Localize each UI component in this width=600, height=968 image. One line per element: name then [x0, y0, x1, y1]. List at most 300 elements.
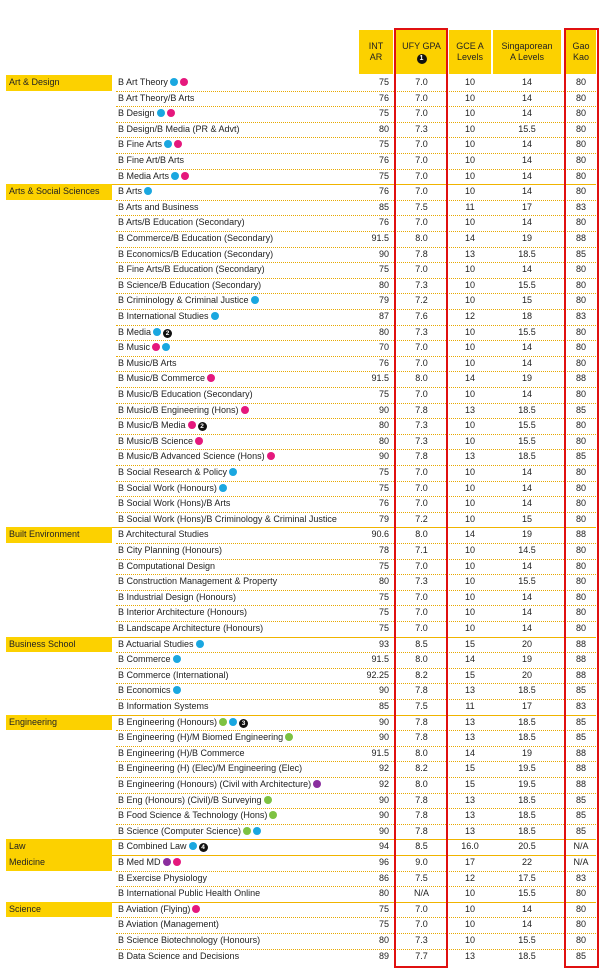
program-cell	[116, 855, 359, 871]
faculty-label: Built Environment	[6, 527, 112, 543]
int-ar-cell: 91.5	[371, 373, 389, 384]
ufy-gpa-cell: 7.3	[415, 435, 428, 446]
program-cell	[116, 652, 359, 668]
gao-kao-cell: 83	[575, 872, 586, 883]
program-name: B Computational Design	[118, 560, 216, 571]
table-row	[0, 590, 600, 606]
sg-cell: 14	[521, 591, 532, 602]
program-cell	[116, 278, 359, 294]
program-name: B International Studies	[118, 311, 209, 321]
gao-kao-cell: 80	[575, 545, 586, 555]
gao-kao-cell: 80	[575, 389, 586, 399]
gce-cell: 13	[464, 810, 475, 821]
gao-kao-cell: 85	[575, 451, 586, 462]
ufy-gpa-cell: 7.0	[415, 108, 428, 119]
table-row	[0, 512, 600, 528]
gao-kao-cell: 88	[575, 373, 586, 384]
int-ar-cell: 80	[378, 123, 389, 134]
int-ar-cell: 92	[378, 779, 389, 789]
blue-dot-icon	[164, 140, 172, 148]
ufy-gpa-cell: 7.7	[415, 950, 428, 961]
program-name: B Art Theory	[118, 77, 168, 87]
sg-cell: 15.5	[518, 935, 536, 945]
table-row	[0, 527, 600, 543]
int-ar-cell: 90	[378, 248, 389, 259]
int-ar-cell: 85	[378, 701, 389, 711]
gce-cell: 13	[464, 404, 475, 415]
gao-kao-cell: N/A	[573, 857, 589, 867]
sg-cell: 19.5	[518, 763, 536, 774]
program-cell	[116, 91, 359, 107]
gao-kao-cell: 80	[575, 467, 586, 477]
program-cell	[116, 122, 359, 138]
table-row	[0, 91, 600, 107]
green-dot-icon	[264, 796, 272, 804]
header-gce-a-levels: GCE A Levels	[449, 30, 491, 74]
sg-cell: 15	[521, 295, 532, 306]
table-row	[0, 418, 600, 434]
header-singaporean-a-levels: Singaporean A Levels	[493, 30, 561, 74]
sg-cell: 14	[521, 482, 532, 493]
gce-cell: 13	[464, 732, 475, 743]
ufy-gpa-cell: 7.0	[415, 170, 428, 181]
table-row	[0, 75, 600, 91]
gao-kao-cell: 80	[575, 92, 586, 103]
gao-kao-cell: 80	[575, 435, 586, 446]
gao-kao-cell: 85	[575, 825, 586, 836]
sg-cell: 19	[521, 233, 532, 243]
program-cell	[116, 137, 359, 153]
program-name: B Engineering (H)/M Biomed Engineering	[118, 732, 284, 743]
sg-cell: 14	[521, 357, 532, 368]
int-ar-cell: 90	[378, 810, 389, 821]
sg-cell: 19.5	[518, 779, 536, 789]
ufy-gpa-cell: 7.8	[415, 794, 428, 805]
note-marker: 2	[198, 422, 207, 431]
sg-cell: 18.5	[518, 451, 536, 462]
ufy-gpa-cell: 7.0	[415, 482, 428, 493]
sg-cell: 17	[521, 701, 532, 711]
ufy-gpa-cell: 7.3	[415, 279, 428, 290]
ufy-gpa-cell: 7.1	[415, 545, 428, 555]
int-ar-cell: 80	[378, 420, 389, 431]
int-ar-cell: 94	[378, 841, 389, 852]
ufy-gpa-cell: 7.3	[415, 123, 428, 134]
faculty-label: Business School	[6, 637, 112, 653]
gce-cell: 10	[464, 545, 475, 555]
table-row	[0, 559, 600, 575]
int-ar-cell: 75	[378, 607, 389, 618]
int-ar-cell: 90.6	[371, 529, 389, 540]
ufy-gpa-cell: 7.8	[415, 685, 428, 696]
int-ar-cell: 90	[378, 825, 389, 836]
program-cell	[116, 917, 359, 933]
sg-cell: 18.5	[518, 810, 536, 821]
int-ar-cell: 93	[378, 638, 389, 649]
program-name: B Science (Computer Science)	[118, 825, 242, 836]
program-cell	[116, 153, 359, 169]
gao-kao-cell: 85	[575, 404, 586, 415]
sg-cell: 14	[521, 342, 532, 353]
gce-cell: 10	[464, 139, 475, 150]
gao-kao-cell: 80	[575, 170, 586, 181]
program-name: B Arts and Business	[118, 201, 199, 212]
program-cell	[116, 293, 359, 309]
note-marker: 2	[163, 329, 172, 338]
program-cell	[116, 793, 359, 809]
int-ar-cell: 75	[378, 919, 389, 930]
sg-cell: 14	[521, 389, 532, 399]
gao-kao-cell: 80	[575, 123, 586, 134]
gce-cell: 11	[465, 701, 475, 711]
table-row	[0, 683, 600, 699]
table-row	[0, 886, 600, 902]
sg-cell: 14	[521, 108, 532, 119]
program-name: B Combined Law	[118, 841, 187, 852]
sg-cell: 18.5	[518, 794, 536, 805]
gce-cell: 10	[464, 467, 475, 477]
blue-dot-icon	[153, 328, 161, 336]
table-row	[0, 917, 600, 933]
gce-cell: 10	[464, 919, 475, 930]
program-cell	[116, 886, 359, 902]
sg-cell: 17	[521, 201, 532, 212]
program-name: B Music/B Education (Secondary)	[118, 389, 253, 399]
sg-cell: 18.5	[518, 716, 536, 727]
gao-kao-cell: 80	[575, 498, 586, 509]
gce-cell: 10	[464, 279, 475, 290]
program-name: B Aviation (Flying)	[118, 903, 191, 914]
gce-cell: 10	[464, 186, 475, 197]
table-row	[0, 262, 600, 278]
gce-cell: 13	[464, 685, 475, 696]
program-name: B Fine Arts	[118, 139, 163, 150]
note-marker: 3	[239, 719, 248, 728]
blue-dot-icon	[170, 78, 178, 86]
int-ar-cell: 75	[378, 467, 389, 477]
sg-cell: 18.5	[518, 404, 536, 415]
ufy-gpa-cell: 7.0	[415, 607, 428, 618]
gao-kao-cell: 80	[575, 77, 586, 87]
program-cell	[116, 309, 359, 325]
gao-kao-cell: 80	[575, 903, 586, 914]
program-cell	[116, 106, 359, 122]
table-row	[0, 200, 600, 216]
program-name: B Construction Management & Property	[118, 576, 278, 587]
table-row	[0, 247, 600, 263]
table-row	[0, 808, 600, 824]
program-name: B Music/B Advanced Science (Hons)	[118, 451, 265, 462]
program-name: B Food Science & Technology (Hons)	[118, 810, 268, 821]
table-row	[0, 231, 600, 247]
pink-dot-icon	[192, 905, 200, 913]
table-row	[0, 309, 600, 325]
table-row	[0, 184, 600, 200]
sg-cell: 14	[521, 467, 532, 477]
gce-cell: 12	[464, 311, 475, 321]
program-cell	[116, 839, 359, 855]
program-name: B Information Systems	[118, 701, 209, 711]
ufy-gpa-cell: 7.0	[415, 903, 428, 914]
sg-cell: 14	[521, 607, 532, 618]
ufy-gpa-cell: 7.8	[415, 825, 428, 836]
table-row	[0, 387, 600, 403]
gce-cell: 10	[464, 498, 475, 509]
int-ar-cell: 75	[378, 482, 389, 493]
ufy-gpa-cell: 7.0	[415, 623, 428, 633]
program-name: B Economics	[118, 685, 171, 696]
table-row	[0, 871, 600, 887]
program-name: B Architectural Studies	[118, 529, 209, 540]
note-marker-1: 1	[417, 54, 427, 64]
program-name: B Industrial Design (Honours)	[118, 591, 237, 602]
gao-kao-cell: 88	[575, 654, 586, 665]
program-name: B Landscape Architecture (Honours)	[118, 623, 264, 633]
program-cell	[116, 387, 359, 403]
int-ar-cell: 76	[378, 186, 389, 197]
sg-cell: 18.5	[518, 685, 536, 696]
table-row	[0, 153, 600, 169]
int-ar-cell: 90	[378, 451, 389, 462]
header-int-ar: INT AR	[359, 30, 393, 74]
table-row	[0, 637, 600, 653]
gce-cell: 14	[464, 529, 475, 540]
table-row	[0, 496, 600, 512]
ufy-gpa-cell: 7.0	[415, 389, 428, 399]
int-ar-cell: 80	[378, 935, 389, 945]
program-name: B Arts/B Education (Secondary)	[118, 217, 245, 228]
gao-kao-cell: 80	[575, 295, 586, 306]
int-ar-cell: 70	[378, 342, 389, 353]
gao-kao-cell: 85	[575, 732, 586, 743]
program-name: B City Planning (Honours)	[118, 545, 223, 555]
program-cell	[116, 808, 359, 824]
ufy-gpa-cell: 7.8	[415, 404, 428, 415]
table-row	[0, 340, 600, 356]
sg-cell: 15.5	[518, 576, 536, 587]
gce-cell: 13	[464, 825, 475, 836]
int-ar-cell: 80	[378, 435, 389, 446]
int-ar-cell: 91.5	[371, 654, 389, 665]
program-name: B Science Biotechnology (Honours)	[118, 935, 261, 945]
gce-cell: 12	[464, 872, 475, 883]
gce-cell: 15	[464, 638, 475, 649]
ufy-gpa-cell: 7.0	[415, 155, 428, 165]
gce-cell: 15	[464, 779, 475, 789]
gao-kao-cell: 85	[575, 794, 586, 805]
gce-cell: 10	[464, 295, 475, 306]
program-name: B International Public Health Online	[118, 888, 261, 899]
int-ar-cell: 75	[378, 264, 389, 275]
ufy-gpa-cell: 8.0	[415, 373, 428, 384]
table-row	[0, 902, 600, 918]
gce-cell: 10	[464, 77, 475, 87]
sg-cell: 18.5	[518, 950, 536, 961]
int-ar-cell: 75	[378, 623, 389, 633]
int-ar-cell: 90	[378, 685, 389, 696]
program-name: B Social Work (Honours)	[118, 482, 217, 493]
gce-cell: 14	[464, 747, 475, 758]
table-row	[0, 730, 600, 746]
program-name: B Fine Arts/B Education (Secondary)	[118, 264, 265, 275]
blue-dot-icon	[229, 468, 237, 476]
int-ar-cell: 80	[378, 576, 389, 587]
blue-dot-icon	[173, 686, 181, 694]
program-name: B Arts	[118, 186, 143, 197]
table-row	[0, 605, 600, 621]
gao-kao-cell: 88	[575, 529, 586, 540]
gce-cell: 10	[464, 560, 475, 571]
sg-cell: 14	[521, 92, 532, 103]
table-row	[0, 434, 600, 450]
program-cell	[116, 481, 359, 497]
gao-kao-cell: 88	[575, 779, 586, 789]
ufy-gpa-cell: 8.0	[415, 529, 428, 540]
program-name: B Music/B Media	[118, 420, 186, 431]
program-name: B Music/B Engineering (Hons)	[118, 404, 239, 415]
program-name: B Med MD	[118, 857, 161, 867]
program-cell	[116, 465, 359, 481]
int-ar-cell: 89	[378, 950, 389, 961]
program-name: B Music/B Science	[118, 435, 194, 446]
pink-dot-icon	[167, 109, 175, 117]
program-name: B Art Theory/B Arts	[118, 92, 195, 103]
table-row	[0, 839, 600, 855]
program-cell	[116, 715, 359, 731]
program-cell	[116, 949, 359, 965]
sg-cell: 20	[521, 638, 532, 649]
gce-cell: 10	[464, 513, 475, 524]
ufy-gpa-cell: 7.0	[415, 139, 428, 150]
int-ar-cell: 80	[378, 279, 389, 290]
program-name: B Music/B Commerce	[118, 373, 206, 384]
program-cell	[116, 761, 359, 777]
ufy-gpa-cell: 7.3	[415, 326, 428, 337]
gce-cell: 14	[464, 233, 475, 243]
faculty-label: Arts & Social Sciences	[6, 184, 112, 200]
ufy-gpa-cell: 7.8	[415, 248, 428, 259]
gce-cell: 10	[464, 108, 475, 119]
sg-cell: 15.5	[518, 326, 536, 337]
int-ar-cell: 96	[378, 857, 389, 867]
sg-cell: 18.5	[518, 732, 536, 743]
ufy-gpa-cell: 7.5	[415, 872, 428, 883]
program-name: B Engineering (Honours)	[118, 716, 218, 727]
program-name: B Music	[118, 342, 151, 353]
gce-cell: 10	[464, 888, 475, 899]
program-cell	[116, 730, 359, 746]
program-name: B Engineering (H) (Elec)/M Engineering (Elec)	[118, 763, 303, 774]
int-ar-cell: 92.25	[366, 669, 389, 680]
program-name: B Music/B Arts	[118, 357, 177, 368]
sg-cell: 15.5	[518, 420, 536, 431]
program-cell	[116, 169, 359, 185]
ufy-gpa-cell: 7.0	[415, 591, 428, 602]
pink-dot-icon	[188, 421, 196, 429]
blue-dot-icon	[189, 842, 197, 850]
sg-cell: 14	[521, 155, 532, 165]
gce-cell: 14	[464, 373, 475, 384]
gce-cell: 10	[464, 935, 475, 945]
ufy-gpa-cell: 7.6	[415, 311, 428, 321]
sg-cell: 19	[521, 654, 532, 665]
int-ar-cell: 76	[378, 217, 389, 228]
ufy-gpa-cell: 7.0	[415, 919, 428, 930]
program-cell	[116, 356, 359, 372]
program-name: B Interior Architecture (Honours)	[118, 607, 248, 618]
program-cell	[116, 496, 359, 512]
gao-kao-cell: 80	[575, 935, 586, 945]
int-ar-cell: 90	[378, 732, 389, 743]
program-name: B Social Work (Hons)/B Arts	[118, 498, 231, 509]
purple-dot-icon	[313, 780, 321, 788]
gce-cell: 13	[464, 950, 475, 961]
table-row	[0, 122, 600, 138]
blue-dot-icon	[251, 296, 259, 304]
int-ar-cell: 75	[378, 77, 389, 87]
program-name: B Actuarial Studies	[118, 638, 194, 649]
sg-cell: 14	[521, 186, 532, 197]
program-name: B Data Science and Decisions	[118, 950, 240, 961]
sg-cell: 15.5	[518, 279, 536, 290]
int-ar-cell: 91.5	[371, 233, 389, 243]
program-cell	[116, 871, 359, 887]
pink-dot-icon	[174, 140, 182, 148]
pink-dot-icon	[180, 78, 188, 86]
int-ar-cell: 86	[378, 872, 389, 883]
program-name: B Economics/B Education (Secondary)	[118, 248, 274, 259]
faculty-label: Science	[6, 902, 112, 918]
table-row	[0, 621, 600, 637]
gao-kao-cell: 85	[575, 716, 586, 727]
int-ar-cell: 80	[378, 326, 389, 337]
faculty-label: Engineering	[6, 715, 112, 731]
program-cell	[116, 215, 359, 231]
ufy-gpa-cell: 7.0	[415, 498, 428, 509]
int-ar-cell: 79	[378, 295, 389, 306]
gao-kao-cell: 88	[575, 669, 586, 680]
program-cell	[116, 200, 359, 216]
program-cell	[116, 605, 359, 621]
sg-cell: 18	[521, 311, 532, 321]
gao-kao-cell: 80	[575, 264, 586, 275]
sg-cell: 14	[521, 139, 532, 150]
program-cell	[116, 527, 359, 543]
gao-kao-cell: N/A	[573, 841, 589, 852]
gao-kao-cell: 80	[575, 607, 586, 618]
gce-cell: 15	[464, 669, 475, 680]
gao-kao-cell: 80	[575, 155, 586, 165]
gce-cell: 13	[464, 248, 475, 259]
sg-cell: 15.5	[518, 888, 536, 899]
ufy-gpa-cell: 7.8	[415, 732, 428, 743]
table-row	[0, 278, 600, 294]
sg-cell: 19	[521, 747, 532, 758]
program-cell	[116, 699, 359, 715]
program-name: B Fine Art/B Arts	[118, 155, 185, 165]
int-ar-cell: 75	[378, 170, 389, 181]
pink-dot-icon	[173, 858, 181, 866]
program-name: B Media	[118, 326, 152, 337]
gce-cell: 10	[464, 170, 475, 181]
program-cell	[116, 543, 359, 559]
gce-cell: 17	[464, 857, 475, 867]
gce-cell: 10	[464, 155, 475, 165]
pink-dot-icon	[207, 374, 215, 382]
table-row	[0, 465, 600, 481]
green-dot-icon	[285, 733, 293, 741]
table-row	[0, 356, 600, 372]
